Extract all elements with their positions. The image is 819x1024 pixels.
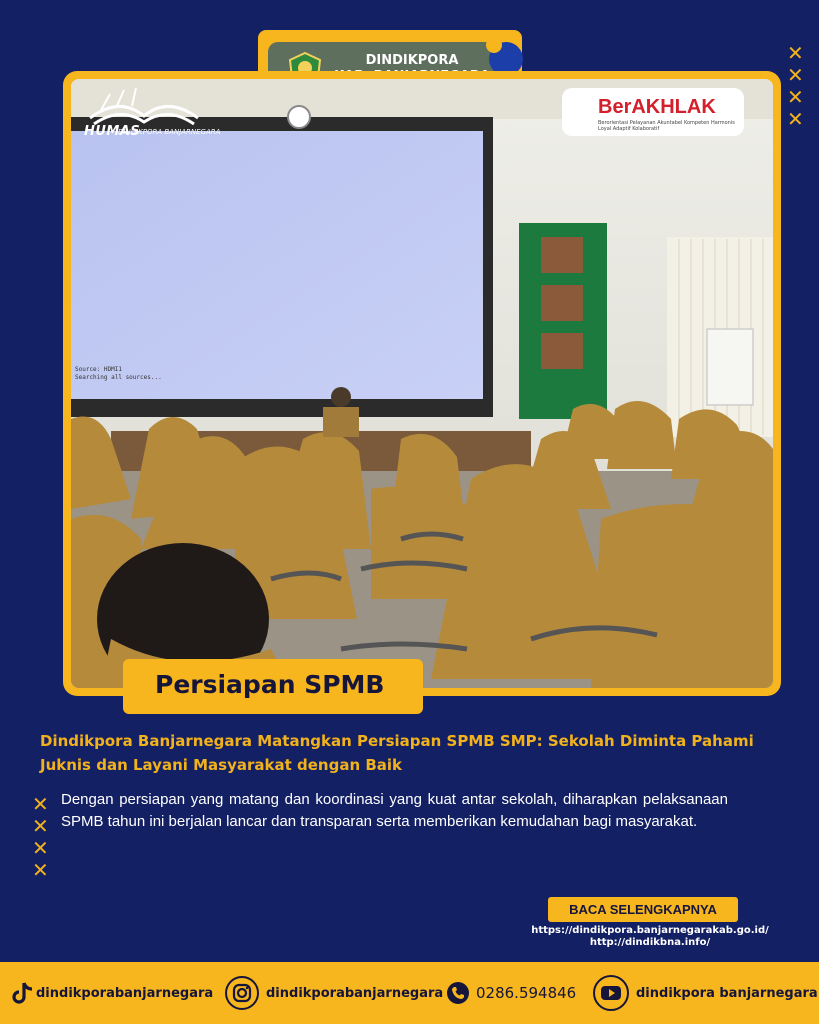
x-mark-icon: ✕ [32, 836, 49, 860]
title-pill-label: Persiapan SPMB [155, 670, 385, 699]
header-line1: DINDIKPORA [365, 53, 459, 68]
x-mark-icon: ✕ [787, 107, 804, 131]
footer-phone[interactable] [446, 962, 576, 1024]
decorative-x-marks-left [32, 793, 54, 881]
berakhlak-title: BerAKHLAK [598, 96, 716, 118]
x-mark-icon: ✕ [32, 792, 49, 816]
footer-instagram[interactable] [224, 962, 443, 1024]
x-mark-icon: ✕ [787, 85, 804, 109]
x-mark-icon: ✕ [787, 41, 804, 65]
footer-bar [0, 962, 819, 1024]
x-mark-icon: ✕ [787, 63, 804, 87]
body-paragraph: Dengan persiapan yang matang dan koordinasi yang kuat antar sekolah, diharapkan pelaksanaan SPMB tahun ini berjalan lancar dan transparan serta memberikan kemudahan bagi masyarakat. [61, 791, 728, 830]
title-pill [123, 659, 423, 714]
berakhlak-subtitle: Berorientasi Pelayanan Akuntabel Kompeten Harmonis Loyal Adaptif Kolaboratif [598, 120, 735, 132]
screen-line1: Source: HDMI1 [75, 366, 122, 373]
footer-phone-number: 0286.594846 [476, 984, 577, 1002]
berakhlak-badge [562, 88, 744, 136]
meeting-photo [71, 79, 773, 688]
decorative-x-marks-right [787, 42, 809, 130]
footer-instagram-handle: dindikporabanjarnegara [266, 985, 444, 1001]
x-mark-icon: ✕ [32, 814, 49, 838]
website-link-primary[interactable]: https://dindikpora.banjarnegarakab.go.id/ [531, 925, 769, 936]
youtube-icon [592, 974, 630, 1012]
website-links [500, 925, 800, 949]
meeting-photo-illustration [71, 79, 773, 688]
read-more-button[interactable]: BACA SELENGKAPNYA [548, 897, 738, 922]
footer-tiktok[interactable] [10, 962, 213, 1024]
screen-line2: Searching all sources... [75, 374, 162, 381]
photo-frame [63, 71, 781, 696]
decorative-dot-yellow [486, 37, 502, 53]
humas-subtitle: DINDIKPORA BANJARNEGARA [118, 128, 221, 136]
footer-tiktok-handle: dindikporabanjarnegara [36, 985, 214, 1001]
x-mark-icon: ✕ [32, 858, 49, 882]
tiktok-icon [10, 980, 36, 1006]
footer-youtube[interactable] [592, 962, 818, 1024]
headline: Dindikpora Banjarnegara Matangkan Persiapan SPMB SMP: Sekolah Diminta Pahami Juknis dan Layani Masyarakat dengan Baik [40, 732, 754, 774]
humas-book-logo-icon [80, 88, 210, 148]
phone-icon [446, 981, 470, 1005]
website-link-secondary[interactable]: http://dindikbna.info/ [589, 937, 711, 948]
footer-youtube-channel: dindikpora banjarnegara [636, 985, 818, 1001]
instagram-icon [224, 975, 260, 1011]
humas-title: HUMAS [84, 124, 141, 139]
